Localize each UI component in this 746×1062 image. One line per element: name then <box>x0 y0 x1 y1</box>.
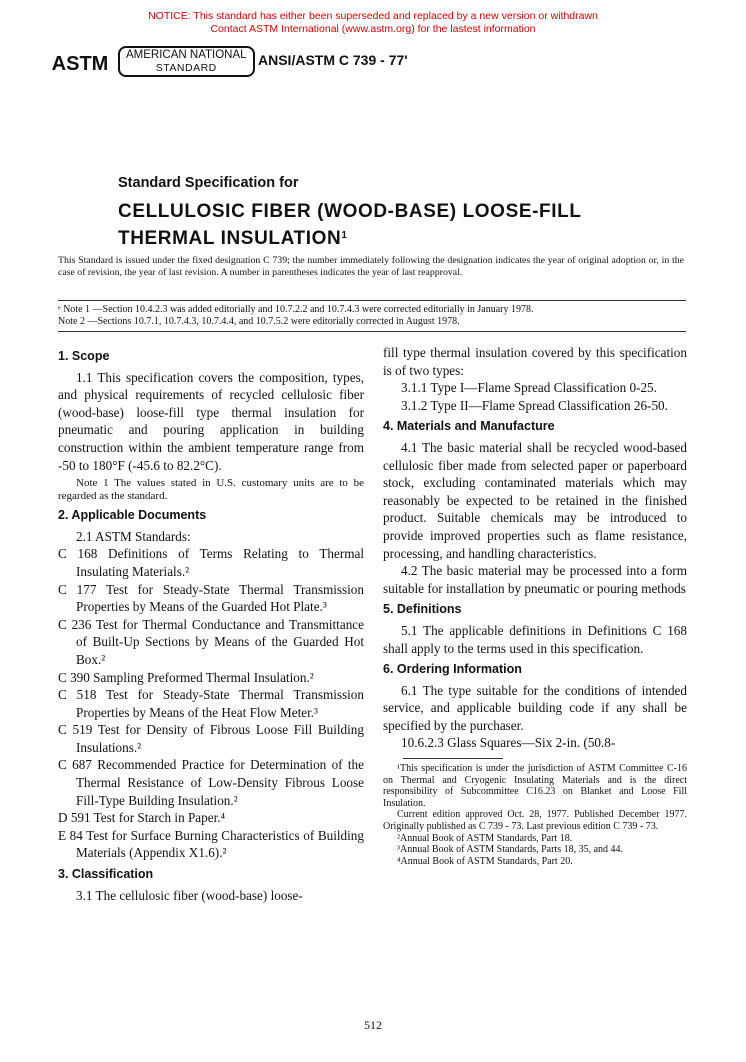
designation: ANSI/ASTM C 739 - 77' <box>258 52 408 68</box>
footnote: ³Annual Book of ASTM Standards, Parts 18, 35, and 44. <box>397 844 624 856</box>
title-kicker: Standard Specification for <box>118 175 299 191</box>
section-heading-materials: 4. Materials and Manufacture <box>383 419 555 434</box>
left-column <box>58 344 364 904</box>
issuance-statement: This Standard is issued under the fixed designation C 739; the number immediately following the designation indicates the year of original adoption or, in the case of revision, the year of last revision. A number in parentheses indicates the year of last reapproval. <box>58 255 684 278</box>
ansi-badge <box>118 46 255 77</box>
divider <box>58 300 686 301</box>
paragraph-3-1-1: 3.1.1 Type I—Flame Spread Classification 0-25. <box>401 380 657 396</box>
footnote: ²Annual Book of ASTM Standards, Part 18. <box>397 832 573 844</box>
reference-item: C 168 Definitions of Terms Relating to Thermal Insulating Materials.² <box>58 546 364 579</box>
title-line-1: CELLULOSIC FIBER (WOOD-BASE) LOOSE-FILL <box>118 201 582 222</box>
note-1: Note 1 The values stated in U.S. customary units are to be regarded as the standard. <box>58 477 364 503</box>
astm-logo-text: ASTM <box>52 53 108 75</box>
section-heading-definitions: 5. Definitions <box>383 602 462 617</box>
notice-line-1: NOTICE: This standard has either been superseded and replaced by a new version or withdrawn <box>148 10 598 22</box>
divider <box>58 331 686 332</box>
paragraph-4-1: 4.1 The basic material shall be recycled wood-based cellulosic fiber made from selected paper or paperboard stock, excluding contaminated materials which may reasonably be expected to be retained in the finished product. Suitable chemicals may be introduced to provide improved properties such as flame resistance, processing, and handling characteristics. <box>383 439 687 561</box>
ansi-line-2: STANDARD <box>155 62 217 74</box>
paragraph-4-2: 4.2 The basic material may be processed into a form suitable for installation by pneumatic or pouring methods <box>383 563 687 596</box>
reference-item: C 687 Recommended Practice for Determination of the Thermal Resistance of Low-Density Fibrous Loose Fill-Type Building Insulation.² <box>58 757 364 808</box>
paragraph-3-1-2: 3.1.2 Type II—Flame Spread Classification 26-50. <box>401 397 668 413</box>
reference-item: C 390 Sampling Preformed Thermal Insulation.² <box>58 669 314 685</box>
paragraph-2-1: 2.1 ASTM Standards: <box>76 528 191 544</box>
section-heading-ordering: 6. Ordering Information <box>383 662 522 677</box>
section-heading-scope: 1. Scope <box>58 349 110 363</box>
footnote: ⁴Annual Book of ASTM Standards, Part 20. <box>397 855 573 867</box>
document-title <box>118 198 582 252</box>
paragraph-1-1: 1.1 This specification covers the composition, types, and physical requirements of recycled cellulosic fiber (wood-base) loose-fill type thermal insulation for pneumatic and pouring application in building construction within the ambient temperature range from -50 to 180°F (-45.6 to 82.2°C). <box>58 369 364 473</box>
reference-item: E 84 Test for Surface Burning Characteristics of Building Materials (Appendix X1.6).² <box>58 827 364 861</box>
notice-banner <box>0 10 746 36</box>
paragraph-6-1: 6.1 The type suitable for the conditions of intended service, and applicable building code if any shall be specified by the purchaser. <box>383 682 687 733</box>
astm-logo <box>52 40 108 80</box>
paragraph-10-6-2-3: 10.6.2.3 Glass Squares—Six 2-in. (50.8- <box>401 735 616 751</box>
paragraph-5-1: 5.1 The applicable definitions in Definitions C 168 shall apply to the terms used in this specification. <box>383 622 687 656</box>
editorial-note-1: ᵉ Note 1 —Section 10.4.2.3 was added editorially and 10.7.2.2 and 10.7.4.3 were corrected editorially in January 1978. <box>58 304 534 315</box>
page-number: 512 <box>364 1018 382 1032</box>
reference-item: D 591 Test for Starch in Paper.⁴ <box>58 810 226 826</box>
section-heading-documents: 2. Applicable Documents <box>58 508 207 523</box>
ansi-line-1: AMERICAN NATIONAL <box>126 49 247 61</box>
paragraph-3-1: 3.1 The cellulosic fiber (wood-base) loose- <box>76 887 303 903</box>
reference-item: C 519 Test for Density of Fibrous Loose Fill Building Insulations.² <box>58 722 364 755</box>
title-line-2 <box>118 225 582 252</box>
notice-line-2[interactable]: Contact ASTM International (www.astm.org) for the lastest information <box>210 23 536 35</box>
title-footnote-mark: 1 <box>341 230 348 241</box>
footnote: Current edition approved Oct. 28, 1977. Published December 1977. Originally published as C 739 - 73. Last previous edition C 739 - 73. <box>383 809 687 833</box>
editorial-notes <box>58 304 688 328</box>
editorial-note-2: Note 2 —Sections 10.7.1, 10.7.4.3, 10.7.4.4, and 10.7.5.2 were editorially corrected in August 1978. <box>58 316 460 327</box>
title-line-2-text: THERMAL INSULATION <box>118 228 342 249</box>
reference-item: C 236 Test for Thermal Conductance and Transmittance of Built-Up Sections by Means of the Guarded Hot Box.² <box>58 616 364 667</box>
reference-item: C 177 Test for Steady-State Thermal Transmission Properties by Means of the Guarded Hot Plate.³ <box>58 581 364 615</box>
section-heading-classification: 3. Classification <box>58 867 154 882</box>
reference-item: C 518 Test for Steady-State Thermal Transmission Properties by Means of the Heat Flow Meter.³ <box>58 687 364 720</box>
paragraph-3-1-continued: fill type thermal insulation covered by this specification is of two types: <box>383 345 687 378</box>
right-column <box>383 344 687 867</box>
footnote: ¹This specification is under the jurisdiction of ASTM Committee C-16 on Thermal and Cryogenic Insulating Materials and is the direct responsibility of Subcommittee C16.23 on Blanket and Loose Fill Insulation. <box>383 763 687 809</box>
footnote-divider <box>403 758 503 759</box>
